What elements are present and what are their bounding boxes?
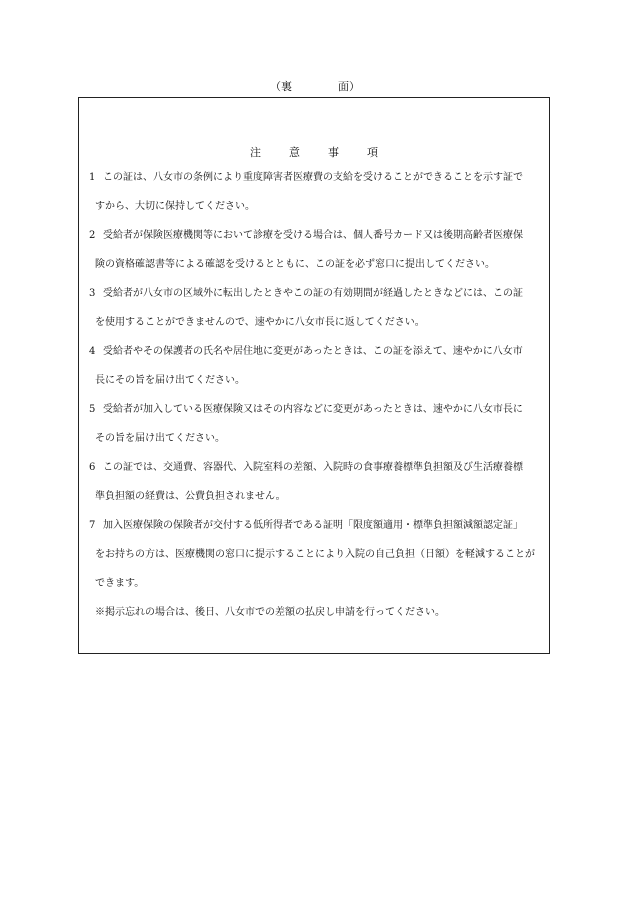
notice-item-4-line-1: [89, 344, 544, 373]
notice-item-6-line-1: [89, 460, 544, 489]
notice-item-5-line-2: その旨を届け出てください。: [95, 433, 225, 444]
notice-item-text: 受給者が八女市の区域外に転出したときやこの証の有効期間が経過したときなどには、この証: [103, 288, 523, 299]
notice-item-number: 7: [89, 520, 96, 531]
notice-item-text: この証は、八女市の条例により重度障害者医療費の支給を受けることができることを示す証で: [103, 172, 523, 183]
heading-char: 事: [328, 146, 339, 159]
notice-item-text: 加入医療保険の保険者が交付する低所得者である証明「限度額適用・標準負担額減額認定証」: [103, 520, 523, 531]
notice-item-number: 3: [89, 288, 96, 299]
notice-item-text: 受給者やその保護者の氏名や居住地に変更があったときは、この証を添えて、速やかに八女市: [103, 346, 523, 357]
heading-char: 項: [367, 146, 378, 159]
notice-item-number: 1: [89, 172, 96, 183]
notice-heading: [79, 144, 549, 160]
page-side-title: [0, 78, 630, 94]
notice-item-1-line-2: すから、大切に保持してください。: [95, 201, 255, 212]
notice-item-text: この証では、交通費、容器代、入院室料の差額、入院時の食事療養標準負担額及び生活療養標: [103, 462, 523, 473]
notice-item-3-line-2: を使用することができませんので、速やかに八女市長に返してください。: [95, 317, 425, 328]
notice-item-3-line-1: [89, 286, 544, 315]
notice-items: [89, 170, 544, 634]
notice-item-7-line-3: できます。: [95, 578, 145, 589]
notice-item-text: 受給者が加入している医療保険又はその内容などに変更があったときは、速やかに八女市長に: [103, 404, 523, 415]
notice-item-7-line-2: をお持ちの方は、医療機関の窓口に提示することにより入院の自己負担（日額）を軽減することが: [95, 549, 535, 560]
notice-item-number: 4: [89, 346, 96, 357]
notice-item-2-line-1: [89, 228, 544, 257]
notice-item-text: 受給者が保険医療機関等において診療を受ける場合は、個人番号カード又は後期高齢者医療保: [103, 230, 523, 241]
notice-item-6-line-2: 準負担額の経費は、公費負担されません。: [95, 491, 286, 502]
notice-item-number: 6: [89, 462, 96, 473]
side-title-left: （裏: [270, 80, 292, 93]
notice-item-4-line-2: 長にその旨を届け出てください。: [95, 375, 245, 386]
side-title-right: 面）: [338, 80, 360, 93]
notice-item-2-line-2: 険の資格確認書等による確認を受けるとともに、この証を必ず窓口に提出してください。: [95, 259, 495, 270]
notice-item-1-line-1: [89, 170, 544, 199]
notice-item-5-line-1: [89, 402, 544, 431]
notice-item-number: 5: [89, 404, 96, 415]
notice-footnote: ※掲示忘れの場合は、後日、八女市での差額の払戻し申請を行ってください。: [95, 607, 445, 618]
heading-char: 注: [250, 146, 261, 159]
notice-frame: [78, 97, 550, 654]
notice-item-number: 2: [89, 230, 96, 241]
heading-char: 意: [289, 146, 300, 159]
notice-item-7-line-1: [89, 518, 544, 547]
